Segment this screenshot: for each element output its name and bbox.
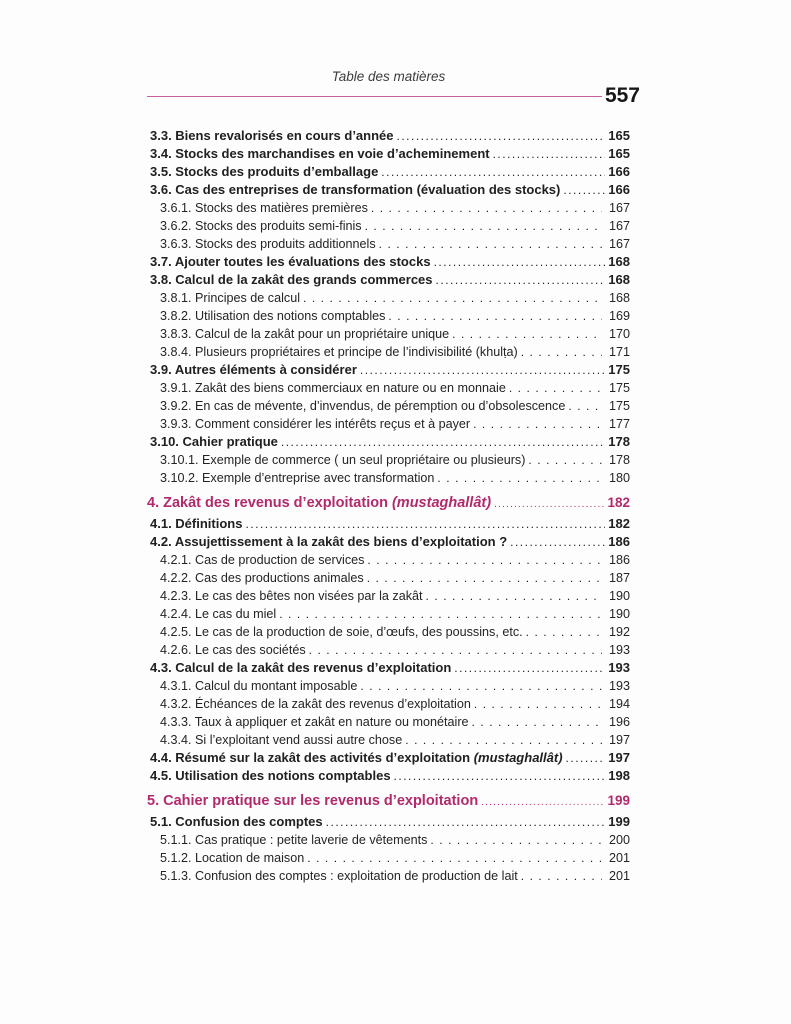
- toc-page-number: 170: [608, 327, 630, 341]
- toc-entry-label: [150, 813, 323, 831]
- toc-entry: [147, 587, 630, 605]
- toc-entry: [147, 791, 630, 810]
- dot-leader: [481, 792, 605, 812]
- toc-entry-label: [160, 695, 471, 713]
- toc-label-segment: 3.10.1. Exemple de commerce ( un seul propriétaire ou plusieurs): [160, 453, 526, 467]
- toc-entry-label: [160, 867, 518, 885]
- toc-entry: [147, 677, 630, 695]
- toc-label-segment: 3.4. Stocks des marchandises en voie d’acheminement: [150, 146, 490, 161]
- dot-leader: [510, 533, 605, 551]
- toc-page-number: 171: [608, 345, 630, 359]
- toc-entry-label: [160, 605, 276, 623]
- toc-label-segment: 4.2.6. Le cas des sociétés: [160, 643, 306, 657]
- toc-page-number: 175: [608, 362, 630, 377]
- dot-leader: [281, 433, 605, 451]
- toc-label-segment: 4.2.4. Le cas du miel: [160, 607, 277, 621]
- toc-entry-label: [160, 569, 364, 587]
- dot-leader: [309, 641, 602, 659]
- dot-leader: [473, 415, 602, 433]
- toc-entry: [147, 433, 630, 451]
- toc-entry: [147, 451, 630, 469]
- toc-entry-label: [160, 397, 565, 415]
- toc-entry: [147, 127, 630, 145]
- toc-page-number: 186: [608, 534, 630, 549]
- toc-page-number: 196: [608, 715, 630, 729]
- toc-label-segment: 3.10.2. Exemple d’entreprise avec transformation: [160, 471, 435, 485]
- toc-page-number: 186: [608, 553, 630, 567]
- toc-label-segment: 3.9.1. Zakât des biens commerciaux en nature ou en monnaie: [160, 381, 506, 395]
- toc-page-number: 168: [608, 254, 630, 269]
- toc-label-segment: 4.2.1. Cas de production de services: [160, 553, 365, 567]
- toc-page-number: 180: [608, 471, 630, 485]
- toc-entry-label: [160, 641, 306, 659]
- dot-leader: [307, 849, 602, 867]
- dot-leader: [397, 127, 605, 145]
- toc-entry: [147, 145, 630, 163]
- toc-page-number: 165: [608, 146, 630, 161]
- dot-leader: [436, 271, 605, 289]
- dot-leader: [568, 397, 602, 415]
- dot-leader: [521, 867, 602, 885]
- dot-leader: [472, 713, 602, 731]
- toc-entry: [147, 469, 630, 487]
- toc-entry-label: [160, 379, 506, 397]
- toc-page-number: 193: [608, 643, 630, 657]
- toc-entry: [147, 867, 630, 885]
- toc-label-segment: 4.3.3. Taux à appliquer et zakât en nature ou monétaire: [160, 715, 469, 729]
- toc-entry: [147, 199, 630, 217]
- toc-entry: [147, 515, 630, 533]
- toc-page-number: 169: [608, 309, 630, 323]
- toc-label-segment: 4.5. Utilisation des notions comptables: [150, 768, 391, 783]
- dot-leader: [521, 343, 602, 361]
- toc-page-number: 193: [608, 679, 630, 693]
- toc-label-segment: 3.9.3. Comment considérer les intérêts reçus et à payer: [160, 417, 471, 431]
- dot-leader: [405, 731, 602, 749]
- toc-page-number: 193: [608, 660, 630, 675]
- dot-leader: [454, 659, 605, 677]
- dot-leader: [493, 145, 605, 163]
- toc-entry-label: [160, 415, 470, 433]
- toc-page-number: 167: [608, 219, 630, 233]
- toc-entry: [147, 569, 630, 587]
- dot-leader: [388, 307, 602, 325]
- toc-page-number: 199: [607, 793, 630, 808]
- table-of-contents: [147, 127, 630, 885]
- toc-page-number: 167: [608, 237, 630, 251]
- toc-entry: [147, 271, 630, 289]
- dot-leader: [367, 569, 602, 587]
- toc-entry: [147, 831, 630, 849]
- toc-entry-label: [150, 361, 357, 379]
- dot-leader: [371, 199, 602, 217]
- toc-entry-label: [160, 469, 434, 487]
- toc-entry-label: [150, 253, 431, 271]
- toc-entry-label: [160, 343, 518, 361]
- toc-label-segment: 4.4. Résumé sur la zakât des activités d’exploitation: [150, 750, 474, 765]
- toc-label-segment: 4.2.2. Cas des productions animales: [160, 571, 364, 585]
- toc-label-segment: 3.9. Autres éléments à considérer: [150, 362, 357, 377]
- toc-label-segment: 3.5. Stocks des produits d’emballage: [150, 164, 379, 179]
- dot-leader: [279, 605, 602, 623]
- toc-entry: [147, 343, 630, 361]
- toc-entry: [147, 767, 630, 785]
- toc-entry: [147, 641, 630, 659]
- toc-label-segment: 4.2. Assujettissement à la zakât des biens d’exploitation ?: [150, 534, 508, 549]
- toc-entry: [147, 361, 630, 379]
- toc-label-segment: 3.6.1. Stocks des matières premières: [160, 201, 368, 215]
- toc-label-segment: 3.9.2. En cas de mévente, d’invendus, de péremption ou d’obsolescence: [160, 399, 566, 413]
- toc-entry-label: [160, 551, 364, 569]
- toc-entry-label: [160, 325, 449, 343]
- toc-entry: [147, 533, 630, 551]
- dot-leader: [394, 767, 605, 785]
- toc-entry-label: [147, 792, 478, 811]
- toc-page-number: 168: [608, 291, 630, 305]
- toc-label-segment: 4.3.1. Calcul du montant imposable: [160, 679, 358, 693]
- toc-entry-label: [160, 451, 525, 469]
- toc-page-number: 187: [608, 571, 630, 585]
- toc-page-number: 192: [608, 625, 630, 639]
- toc-label-segment: 3.8. Calcul de la zakât des grands commerces: [150, 272, 433, 287]
- toc-entry: [147, 397, 630, 415]
- toc-entry: [147, 849, 630, 867]
- dot-leader: [563, 181, 605, 199]
- toc-page-number: 199: [608, 814, 630, 829]
- toc-entry: [147, 713, 630, 731]
- toc-page-number: 201: [608, 851, 630, 865]
- toc-page-number: 166: [608, 164, 630, 179]
- dot-leader: [303, 289, 602, 307]
- dot-leader: [526, 623, 602, 641]
- toc-page-number: 177: [608, 417, 630, 431]
- dot-leader: [474, 695, 602, 713]
- toc-label-segment: 3.6.3. Stocks des produits additionnels: [160, 237, 376, 251]
- dot-leader: [509, 379, 602, 397]
- header-rule-row: [147, 86, 640, 106]
- toc-page-number: 178: [608, 434, 630, 449]
- toc-label-segment: 5.1.1. Cas pratique : petite laverie de vêtements: [160, 833, 428, 847]
- toc-entry: [147, 415, 630, 433]
- dot-leader: [437, 469, 602, 487]
- toc-label-segment: 4.3.4. Si l’exploitant vend aussi autre chose: [160, 733, 403, 747]
- dot-leader: [452, 325, 602, 343]
- toc-entry-label: [150, 181, 560, 199]
- toc-entry-label: [150, 163, 378, 181]
- toc-entry: [147, 813, 630, 831]
- toc-page-number: 182: [608, 516, 630, 531]
- dot-leader: [566, 749, 605, 767]
- dot-leader: [528, 451, 602, 469]
- toc-entry-label: [160, 289, 300, 307]
- toc-page-number: 200: [608, 833, 630, 847]
- folio-page-number: 557: [604, 84, 640, 107]
- toc-entry: [147, 493, 630, 512]
- toc-entry-label: [160, 849, 304, 867]
- dot-leader: [367, 551, 602, 569]
- toc-entry: [147, 659, 630, 677]
- toc-page-number: 166: [608, 182, 630, 197]
- toc-entry-label: [150, 145, 490, 163]
- toc-page-number: 175: [608, 381, 630, 395]
- toc-entry-label: [147, 494, 491, 513]
- toc-label-segment: 4.3.2. Échéances de la zakât des revenus d’exploitation: [160, 697, 471, 711]
- toc-label-segment: 5. Cahier pratique sur les revenus d’exploitation: [147, 793, 479, 809]
- toc-entry-label: [150, 659, 451, 677]
- dot-leader: [360, 361, 605, 379]
- running-header-title: Table des matières: [331, 69, 446, 84]
- toc-entry-label: [150, 749, 563, 767]
- toc-label-italic-segment: (mustaghallât): [391, 495, 492, 511]
- dot-leader: [426, 587, 602, 605]
- toc-entry-label: [160, 731, 402, 749]
- toc-page-number: 168: [608, 272, 630, 287]
- toc-page-number: 201: [608, 869, 630, 883]
- toc-entry-label: [160, 217, 362, 235]
- toc-entry-label: [160, 199, 368, 217]
- toc-page-number: 178: [608, 453, 630, 467]
- toc-entry: [147, 235, 630, 253]
- toc-label-segment: 3.8.4. Plusieurs propriétaires et principe de l’indivisibilité (khulṭa): [160, 345, 518, 359]
- toc-label-segment: 3.6.2. Stocks des produits semi-finis: [160, 219, 362, 233]
- toc-entry-label: [160, 307, 385, 325]
- dot-leader: [365, 217, 602, 235]
- toc-page-number: 197: [608, 750, 630, 765]
- dot-leader: [494, 494, 605, 514]
- toc-label-segment: 4.3. Calcul de la zakât des revenus d’exploitation: [150, 660, 452, 675]
- toc-entry-label: [160, 713, 469, 731]
- toc-page-number: 182: [607, 495, 630, 510]
- toc-entry-label: [160, 235, 376, 253]
- toc-entry: [147, 731, 630, 749]
- toc-entry: [147, 253, 630, 271]
- toc-label-segment: 3.10. Cahier pratique: [150, 434, 278, 449]
- toc-label-italic-segment: (mustaghallât): [473, 750, 563, 765]
- page-content: [147, 69, 640, 885]
- toc-label-segment: 3.6. Cas des entreprises de transformation (évaluation des stocks): [150, 182, 561, 197]
- toc-entry-label: [160, 831, 427, 849]
- toc-entry-label: [150, 127, 394, 145]
- toc-label-segment: 3.8.3. Calcul de la zakât pour un propriétaire unique: [160, 327, 450, 341]
- toc-label-segment: 4.1. Définitions: [150, 516, 243, 531]
- toc-entry: [147, 217, 630, 235]
- dot-leader: [326, 813, 605, 831]
- toc-label-segment: 3.8.1. Principes de calcul: [160, 291, 301, 305]
- toc-page-number: 167: [608, 201, 630, 215]
- toc-entry-label: [160, 587, 423, 605]
- toc-page-number: 197: [608, 733, 630, 747]
- toc-entry: [147, 695, 630, 713]
- toc-entry: [147, 307, 630, 325]
- toc-entry-label: [150, 271, 433, 289]
- toc-label-segment: 5.1. Confusion des comptes: [150, 814, 323, 829]
- toc-label-segment: 3.8.2. Utilisation des notions comptables: [160, 309, 386, 323]
- toc-page-number: 198: [608, 768, 630, 783]
- toc-entry: [147, 379, 630, 397]
- toc-entry: [147, 289, 630, 307]
- toc-page-number: 190: [608, 607, 630, 621]
- toc-page-number: 190: [608, 589, 630, 603]
- toc-page-number: 165: [608, 128, 630, 143]
- dot-leader: [434, 253, 605, 271]
- toc-entry: [147, 749, 630, 767]
- toc-entry-label: [160, 623, 523, 641]
- dot-leader: [379, 235, 602, 253]
- toc-entry: [147, 163, 630, 181]
- toc-label-segment: 5.1.2. Location de maison: [160, 851, 305, 865]
- toc-entry-label: [150, 515, 242, 533]
- toc-entry-label: [150, 533, 507, 551]
- toc-entry: [147, 605, 630, 623]
- dot-leader: [360, 677, 602, 695]
- toc-entry: [147, 181, 630, 199]
- toc-entry-label: [150, 767, 391, 785]
- toc-entry-label: [160, 677, 357, 695]
- dot-leader: [430, 831, 602, 849]
- header-rule: [147, 96, 602, 97]
- toc-label-segment: 5.1.3. Confusion des comptes : exploitation de production de lait: [160, 869, 518, 883]
- dot-leader: [245, 515, 605, 533]
- toc-label-segment: 3.3. Biens revalorisés en cours d’année: [150, 128, 394, 143]
- toc-page-number: 194: [608, 697, 630, 711]
- toc-entry-label: [150, 433, 278, 451]
- toc-label-segment: 4.2.3. Le cas des bêtes non visées par la zakât: [160, 589, 423, 603]
- toc-label-segment: 3.7. Ajouter toutes les évaluations des stocks: [150, 254, 431, 269]
- toc-entry: [147, 325, 630, 343]
- toc-label-segment: 4. Zakât des revenus d’exploitation: [147, 495, 392, 511]
- toc-label-segment: 4.2.5. Le cas de la production de soie, d’œufs, des poussins, etc.: [160, 625, 523, 639]
- toc-entry: [147, 623, 630, 641]
- dot-leader: [381, 163, 605, 181]
- toc-page-number: 175: [608, 399, 630, 413]
- toc-entry: [147, 551, 630, 569]
